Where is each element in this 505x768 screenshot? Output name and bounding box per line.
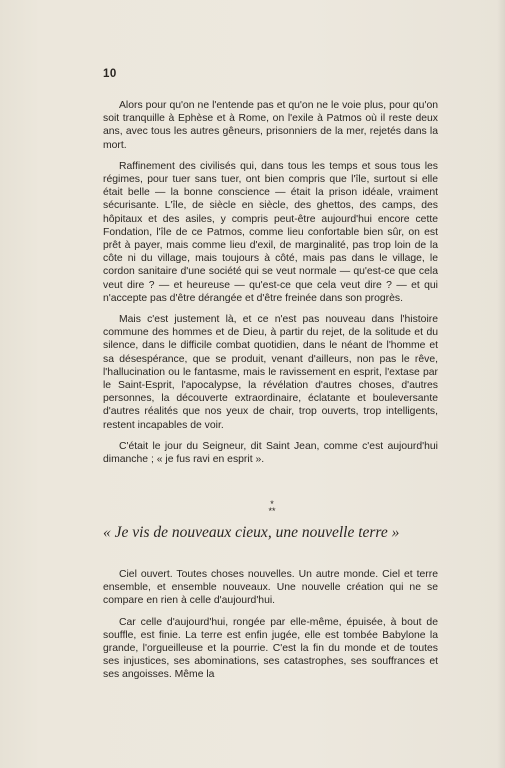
page-number: 10 bbox=[103, 68, 117, 80]
section-body-text bbox=[103, 568, 438, 690]
section-separator bbox=[262, 501, 282, 517]
paragraph: C'était le jour du Seigneur, dit Saint Jean, comme c'est aujourd'hui dimanche ; « je fus ravi en esprit ». bbox=[103, 440, 438, 466]
separator-star: * bbox=[272, 506, 276, 516]
paragraph: Raffinement des civilisés qui, dans tous les temps et sous tous les régimes, pour tuer sans tuer, ont bien compris que l'île, surtout si elle était belle — la bonne conscience — était la prison idéale, vraiment sécurisante. L'île, de siècle en siècle, des ghettos, des camps, des hôpitaux et des asiles, y compris peut-être aujourd'hui encore cette Fondation, l'île de ce Patmos, comme lieu confortable bien sûr, on est prêt à payer, mais comme lieu d'exil, de marginalité, pas trop loin de la côte ni du village, mais toujours à côté, mais pas dans le village, le cordon sanitaire d'une société qui se veut normale — qu'est-ce que cela veut dire ? — et heureuse — qu'est-ce que cela veut dire ? — et qui n'accepte pas d'être dérangée et d'être freinée dans son progrès. bbox=[103, 160, 438, 304]
paragraph: Alors pour qu'on ne l'entende pas et qu'on ne le voie plus, pour qu'on soit tranquille à Ephèse et à Rome, on l'exile à Patmos où il reste deux ans, avec tous les autres gêneurs, prisonniers de la mer, rejetés dans la mort. bbox=[103, 100, 438, 151]
body-text bbox=[103, 99, 438, 474]
separator-star: * bbox=[268, 506, 272, 516]
separator-star: * bbox=[270, 499, 274, 509]
page-edge-shadow bbox=[497, 0, 505, 768]
paragraph: Ciel ouvert. Toutes choses nouvelles. Un autre monde. Ciel et terre ensemble, et ensemble nouveaux. Une nouvelle création qui ne se compare en rien à celle d'aujourd'hui. bbox=[103, 569, 438, 607]
paragraph: Mais c'est justement là, et ce n'est pas nouveau dans l'histoire commune des hommes et de Dieu, à partir du rejet, de la solitude et du silence, dans le difficile combat quotidien, dans le néant de l'homme et sa désespérance, que se produit, venant d'ailleurs, non pas le rêve, l'hallucination ou le fantasme, mais le ravissement en esprit, l'extase par le Saint-Esprit, l'apocalypse, la révélation d'autres choses, d'autres personnes, la découverte extraordinaire, éclatante et bouleversante d'autres réalités que nos yeux de chair, trop ouverts, trop intelligents, restent incapables de voir. bbox=[103, 314, 438, 431]
section-title: « Je vis de nouveaux cieux, une nouvelle terre » bbox=[103, 524, 400, 541]
paragraph: Car celle d'aujourd'hui, rongée par elle-même, épuisée, à bout de souffle, est finie. La terre est enfin jugée, elle est tombée Babylone la grande, l'orgueilleuse et la pourrie. C'est la fin du monde et de toutes ses injustices, ses abominations, ses catastrophes, ses souffrances et ses angoisses. Même la bbox=[103, 616, 438, 681]
